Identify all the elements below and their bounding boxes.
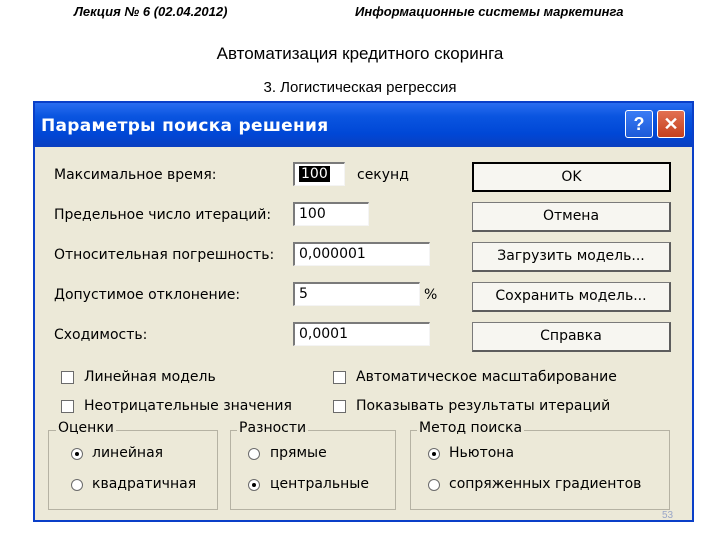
show-iterations-checkbox[interactable] (333, 400, 346, 413)
linear-model-checkbox[interactable] (61, 371, 74, 384)
nonnegative-checkbox[interactable] (61, 400, 74, 413)
load-model-button[interactable]: Загрузить модель... (472, 242, 671, 272)
cancel-button[interactable]: Отмена (472, 202, 671, 232)
page-number: 53 (662, 510, 674, 521)
differences-forward-radio[interactable] (248, 448, 260, 460)
slide-title: Автоматизация кредитного скоринга (216, 44, 504, 63)
convergence-label: Сходимость: (54, 327, 148, 343)
save-model-button[interactable]: Сохранить модель... (472, 282, 671, 312)
nonnegative-label: Неотрицательные значения (84, 398, 292, 414)
max-time-field[interactable] (293, 162, 345, 186)
precision-label: Относительная погрешность: (54, 247, 275, 263)
linear-model-label: Линейная модель (84, 369, 216, 385)
slide-subtitle: 3. Логистическая регрессия (263, 79, 457, 96)
estimates-linear-label: линейная (92, 445, 164, 461)
auto-scale-label: Автоматическое масштабирование (356, 369, 617, 385)
differences-central-radio[interactable] (248, 479, 260, 491)
differences-forward-label: прямые (270, 445, 327, 461)
max-iter-label: Предельное число итераций: (54, 207, 272, 223)
estimates-group-title: Оценки (58, 420, 114, 436)
search-method-group (410, 430, 670, 510)
tolerance-unit: % (424, 287, 438, 303)
max-time-label: Максимальное время: (54, 167, 217, 183)
estimates-linear-radio[interactable] (71, 448, 83, 460)
differences-central-label: центральные (270, 476, 369, 492)
close-icon[interactable]: ✕ (657, 110, 685, 138)
slide-header-left: Лекция № 6 (02.04.2012) (74, 4, 228, 19)
method-conjugate-radio[interactable] (428, 479, 440, 491)
help-icon[interactable]: ? (625, 110, 653, 138)
dialog-titlebar[interactable] (35, 103, 692, 147)
tolerance-label: Допустимое отклонение: (54, 287, 241, 303)
solver-options-dialog (33, 101, 694, 522)
method-conjugate-label: сопряженных градиентов (449, 476, 642, 492)
ok-button[interactable]: OK (472, 162, 671, 192)
max-iter-field[interactable]: 100 (293, 202, 369, 226)
precision-field[interactable]: 0,000001 (293, 242, 430, 266)
method-newton-radio[interactable] (428, 448, 440, 460)
dialog-title: Параметры поиска решения (41, 116, 329, 136)
max-time-value: 100 (301, 166, 328, 182)
auto-scale-checkbox[interactable] (333, 371, 346, 384)
estimates-quadratic-label: квадратичная (92, 476, 197, 492)
max-time-unit: секунд (357, 167, 409, 183)
show-iterations-label: Показывать результаты итераций (356, 398, 611, 414)
slide-header-right: Информационные системы маркетинга (355, 4, 624, 19)
method-newton-label: Ньютона (449, 445, 515, 461)
tolerance-field[interactable]: 5 (293, 282, 420, 306)
differences-group-title: Разности (239, 420, 307, 436)
convergence-field[interactable]: 0,0001 (293, 322, 430, 346)
search-method-group-title: Метод поиска (419, 420, 523, 436)
differences-group (230, 430, 396, 510)
estimates-quadratic-radio[interactable] (71, 479, 83, 491)
help-button[interactable]: Справка (472, 322, 671, 352)
estimates-group (48, 430, 218, 510)
